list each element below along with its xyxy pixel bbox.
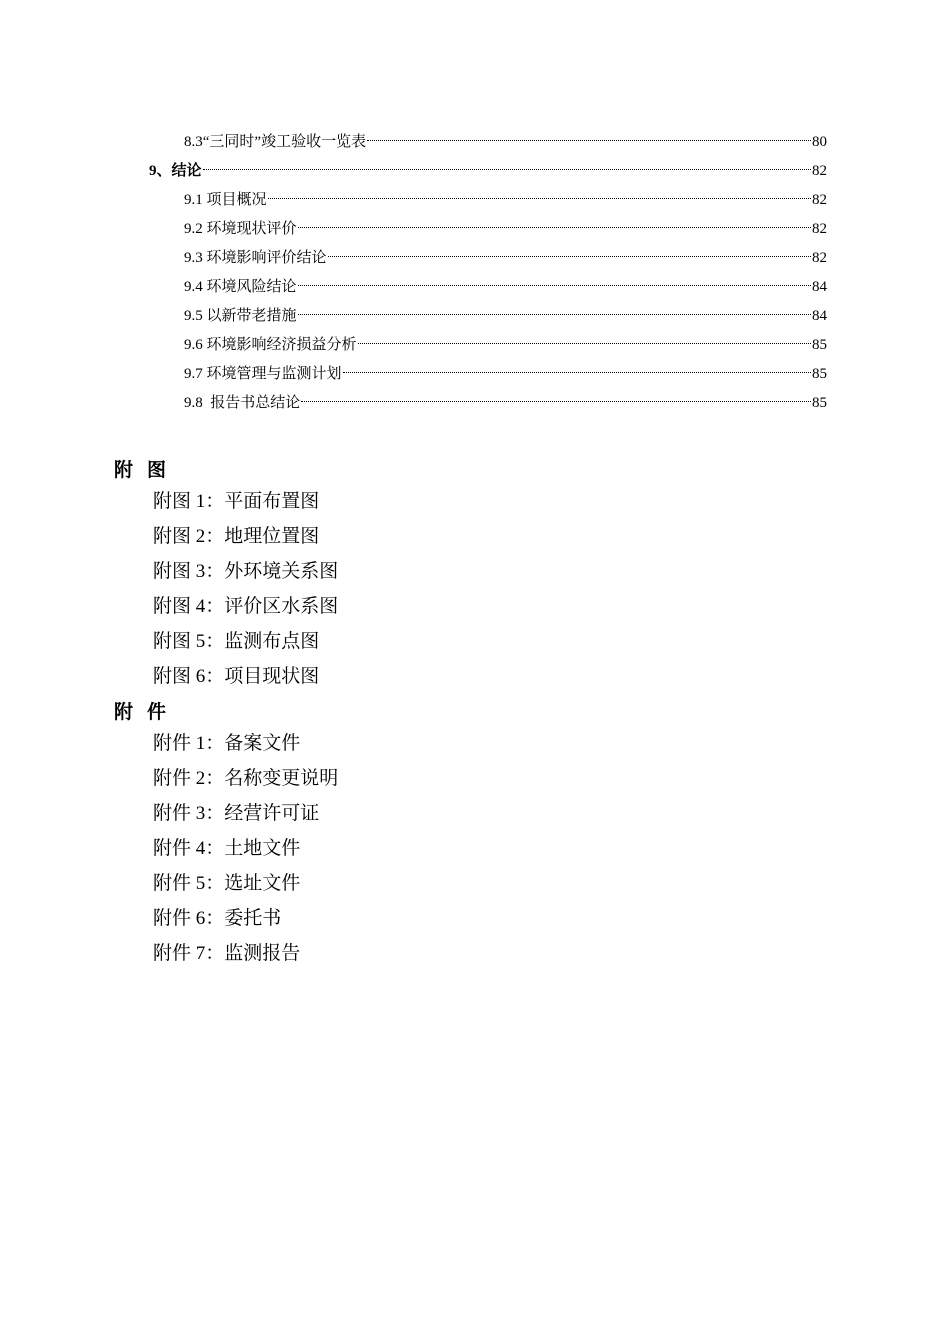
figure-item[interactable]: 附图 5：监测布点图 bbox=[153, 631, 320, 652]
attachment-item[interactable]: 附件 4：土地文件 bbox=[153, 838, 301, 859]
toc-entry[interactable] bbox=[0, 244, 950, 273]
toc-leader-dots bbox=[298, 285, 811, 286]
attachment-item[interactable]: 附件 5：选址文件 bbox=[153, 873, 301, 894]
toc-entry[interactable] bbox=[0, 360, 950, 389]
toc-leader-dots bbox=[203, 169, 811, 170]
toc-entry[interactable] bbox=[0, 215, 950, 244]
attachments-list bbox=[153, 726, 338, 971]
toc-page-number: 85 bbox=[812, 395, 827, 411]
toc-entry-label: 9.2 环境现状评价 bbox=[184, 221, 297, 237]
toc-entry-label: 9.8 报告书总结论 bbox=[184, 395, 301, 411]
toc-entry-label: 8.3“三同时”竣工验收一览表 bbox=[184, 134, 367, 150]
attachment-item[interactable]: 附件 2：名称变更说明 bbox=[153, 768, 339, 789]
toc-entry[interactable] bbox=[0, 302, 950, 331]
toc-leader-dots bbox=[268, 198, 811, 199]
toc-page-number: 82 bbox=[812, 250, 827, 266]
toc-page-number: 85 bbox=[812, 337, 827, 353]
toc-leader-dots bbox=[367, 140, 811, 141]
figures-heading: 附图 bbox=[114, 460, 181, 481]
table-of-contents bbox=[0, 128, 950, 418]
toc-page-number: 84 bbox=[812, 308, 827, 324]
toc-page-number: 82 bbox=[812, 221, 827, 237]
attachment-item[interactable]: 附件 6：委托书 bbox=[153, 908, 282, 929]
toc-entry-label: 9.1 项目概况 bbox=[184, 192, 267, 208]
toc-page-number: 82 bbox=[812, 192, 827, 208]
toc-entry-label: 9、结论 bbox=[149, 163, 202, 179]
attachment-item[interactable]: 附件 1：备案文件 bbox=[153, 733, 301, 754]
toc-entry-label: 9.3 环境影响评价结论 bbox=[184, 250, 327, 266]
toc-entry-label: 9.7 环境管理与监测计划 bbox=[184, 366, 342, 382]
toc-leader-dots bbox=[343, 372, 811, 373]
attachments-heading: 附件 bbox=[114, 702, 181, 723]
figures-list bbox=[153, 484, 338, 694]
toc-entry[interactable] bbox=[0, 186, 950, 215]
toc-entry-label: 9.6 环境影响经济损益分析 bbox=[184, 337, 357, 353]
toc-entry[interactable] bbox=[0, 389, 950, 418]
toc-entry-label: 9.4 环境风险结论 bbox=[184, 279, 297, 295]
toc-page-number: 82 bbox=[812, 163, 827, 179]
toc-entry-label: 9.5 以新带老措施 bbox=[184, 308, 297, 324]
toc-leader-dots bbox=[301, 401, 811, 402]
toc-leader-dots bbox=[328, 256, 811, 257]
figure-item[interactable]: 附图 3：外环境关系图 bbox=[153, 561, 339, 582]
toc-leader-dots bbox=[298, 227, 811, 228]
attachment-item[interactable]: 附件 7：监测报告 bbox=[153, 943, 301, 964]
figure-item[interactable]: 附图 6：项目现状图 bbox=[153, 666, 320, 687]
toc-entry[interactable] bbox=[0, 157, 950, 186]
figure-item[interactable]: 附图 4：评价区水系图 bbox=[153, 596, 339, 617]
toc-page-number: 84 bbox=[812, 279, 827, 295]
toc-entry[interactable] bbox=[0, 331, 950, 360]
figure-item[interactable]: 附图 2：地理位置图 bbox=[153, 526, 320, 547]
toc-page-number: 80 bbox=[812, 134, 827, 150]
toc-page-number: 85 bbox=[812, 366, 827, 382]
attachment-item[interactable]: 附件 3：经营许可证 bbox=[153, 803, 320, 824]
toc-entry[interactable] bbox=[0, 128, 950, 157]
toc-leader-dots bbox=[358, 343, 811, 344]
toc-leader-dots bbox=[298, 314, 811, 315]
figure-item[interactable]: 附图 1：平面布置图 bbox=[153, 491, 320, 512]
toc-entry[interactable] bbox=[0, 273, 950, 302]
